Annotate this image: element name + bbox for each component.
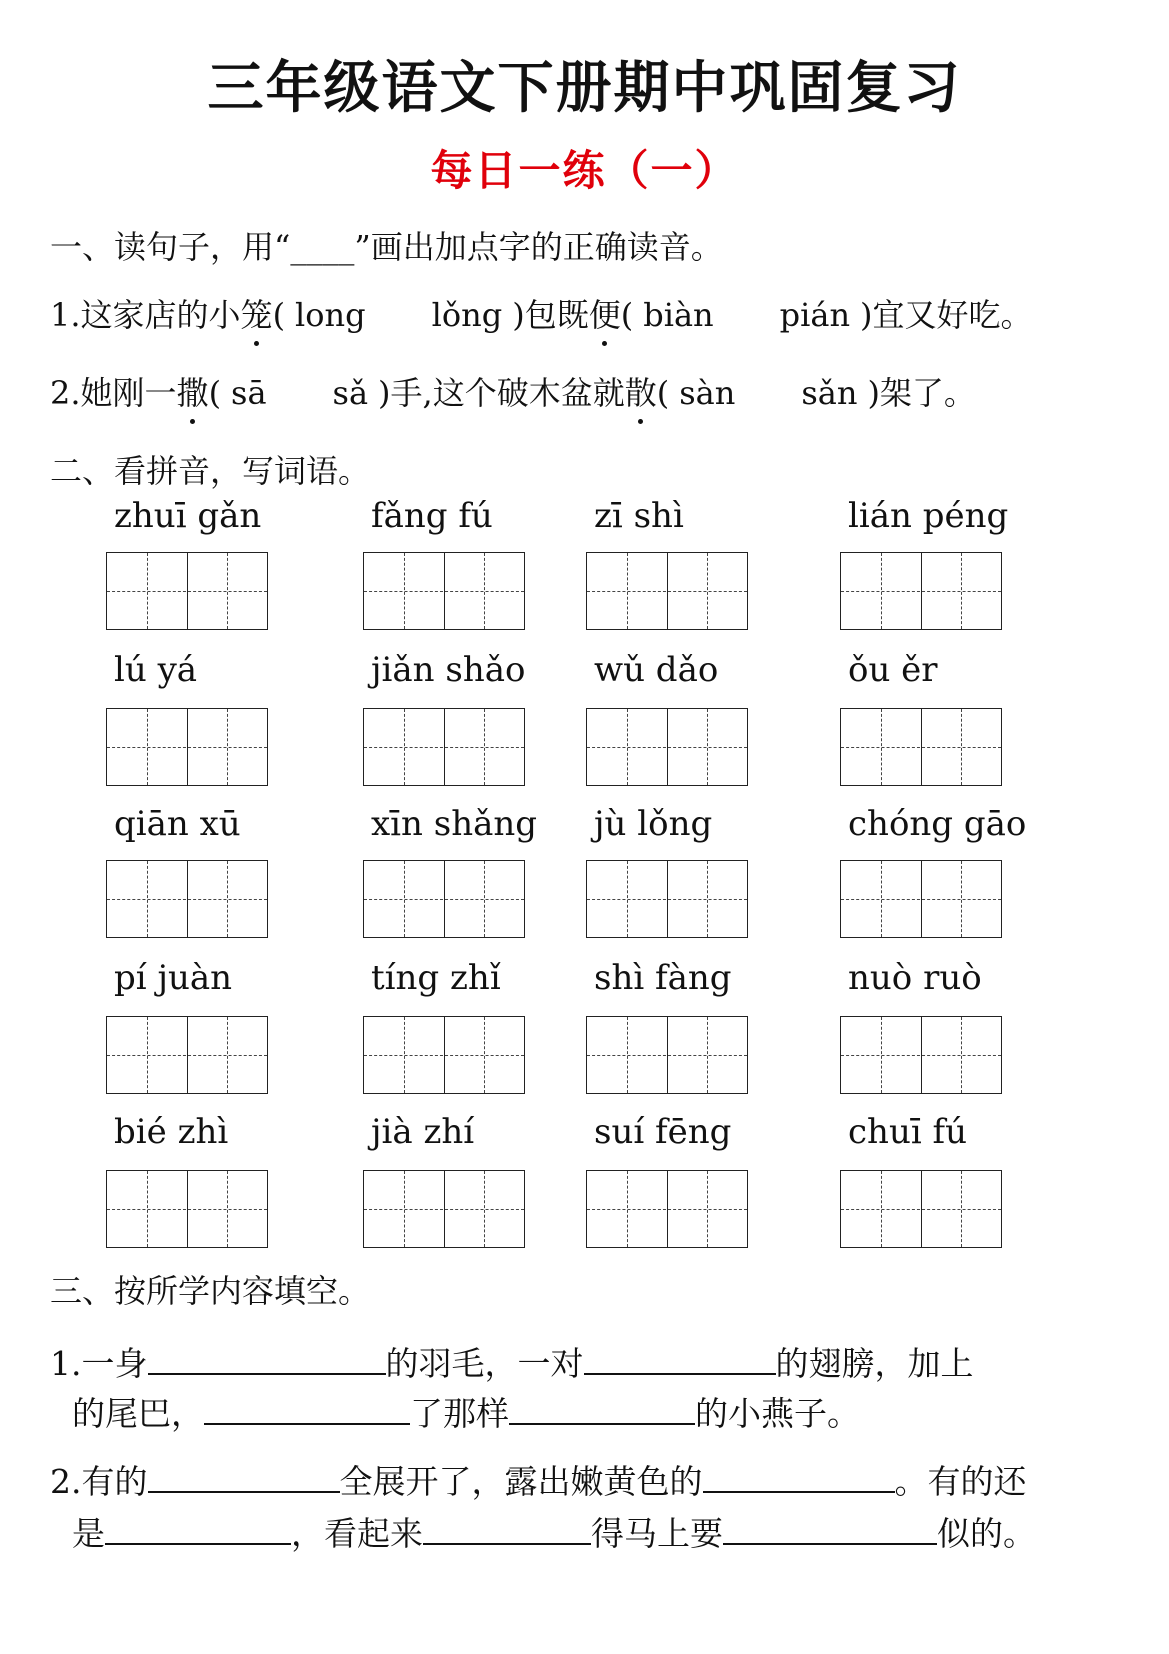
s3q1-l1-c: 的翅膀，加上	[775, 1344, 974, 1383]
pinyin-prompt: lú yá	[114, 650, 198, 690]
section1-heading-text-b: ”画出加点字的正确读音。	[354, 228, 723, 266]
q1-dotted-char-1: 笼	[241, 290, 273, 336]
s3q2-l2-a: 是	[72, 1514, 105, 1553]
writing-grid[interactable]	[840, 1016, 1002, 1094]
writing-grid[interactable]	[106, 860, 268, 938]
writing-grid[interactable]	[586, 1016, 748, 1094]
fill-blank[interactable]	[509, 1393, 695, 1425]
section2-heading: 二、看拼音，写词语。	[50, 452, 371, 490]
q2-prefix: 2.她刚一	[50, 374, 177, 412]
pinyin-prompt: nuò ruò	[848, 958, 982, 998]
q2-option-1a[interactable]: sā	[231, 374, 267, 412]
writing-grid[interactable]	[586, 860, 748, 938]
pinyin-prompt: qiān xū	[114, 804, 241, 844]
writing-grid[interactable]	[586, 1170, 748, 1248]
s3q2-l1-b: 全展开了，露出嫩黄色的	[339, 1462, 703, 1501]
fill-blank[interactable]	[703, 1461, 895, 1493]
worksheet-title: 三年级语文下册期中巩固复习	[207, 55, 962, 121]
q1-option-1b[interactable]: lǒng	[431, 296, 503, 334]
writing-grid[interactable]	[106, 1016, 268, 1094]
s3q1-l2-a: 的尾巴，	[72, 1394, 204, 1433]
writing-grid[interactable]	[586, 552, 748, 630]
pinyin-prompt: tíng zhǐ	[371, 958, 501, 998]
pinyin-prompt: jià zhí	[371, 1112, 475, 1152]
pinyin-prompt: lián péng	[848, 496, 1009, 536]
q2-option-2b[interactable]: sǎn	[801, 374, 858, 412]
pinyin-prompt: fǎng fú	[371, 496, 493, 536]
q2-option-2a[interactable]: sàn	[679, 374, 736, 412]
fill-blank[interactable]	[423, 1513, 591, 1545]
q1-option-1a[interactable]: long	[295, 296, 366, 334]
writing-grid[interactable]	[363, 708, 525, 786]
s3q2-l2-b: ，看起来	[291, 1514, 423, 1553]
q1-option-2a[interactable]: biàn	[643, 296, 714, 334]
s3q1-l2-b: 了那样	[410, 1394, 509, 1433]
section1-heading-text-a: 一、读句子，用“	[50, 228, 291, 266]
pinyin-prompt: wǔ dǎo	[594, 650, 719, 690]
section3-q2-line1	[50, 1456, 1027, 1503]
writing-grid[interactable]	[363, 860, 525, 938]
writing-grid[interactable]	[840, 1170, 1002, 1248]
pinyin-prompt: jù lǒng	[594, 804, 713, 844]
s3q2-l1-a: 2.有的	[50, 1462, 148, 1501]
section1-question-2: 2.她刚一撒( sā sǎ )手,这个破木盆就散( sàn sǎn )架了。	[50, 368, 976, 414]
fill-blank[interactable]	[105, 1513, 291, 1545]
writing-grid[interactable]	[586, 708, 748, 786]
fill-blank[interactable]	[723, 1513, 937, 1545]
writing-grid[interactable]	[106, 1170, 268, 1248]
q2-mid: )手,这个破木盆就	[378, 374, 625, 412]
section1-question-1: 1.这家店的小笼( long lǒng )包既便( biàn pián )宜又好吃。	[50, 290, 1033, 336]
section3-heading: 三、按所学内容填空。	[50, 1272, 371, 1310]
section3-q1-line1	[50, 1338, 974, 1385]
s3q2-l2-d: 似的。	[937, 1514, 1036, 1553]
section1-heading	[50, 222, 723, 268]
s3q1-l1-a: 1.一身	[50, 1344, 148, 1383]
s3q1-l1-b: 的羽毛，一对	[385, 1344, 584, 1383]
writing-grid[interactable]	[363, 1170, 525, 1248]
writing-grid[interactable]	[363, 552, 525, 630]
fill-blank[interactable]	[148, 1461, 340, 1493]
pinyin-prompt: pí juàn	[114, 958, 233, 998]
q2-dotted-char-2: 散	[625, 368, 657, 414]
fill-blank[interactable]	[584, 1343, 776, 1375]
writing-grid[interactable]	[840, 860, 1002, 938]
s3q1-l2-c: 的小燕子。	[695, 1394, 860, 1433]
pinyin-prompt: suí fēng	[594, 1112, 732, 1152]
section3-q2-line2	[72, 1508, 1036, 1555]
fill-blank[interactable]	[148, 1343, 386, 1375]
q1-suffix: )宜又好吃。	[860, 296, 1033, 334]
q1-mid: )包既	[512, 296, 589, 334]
section3-q1-line2	[72, 1388, 860, 1435]
pinyin-prompt: chuī fú	[848, 1112, 967, 1152]
pinyin-prompt: jiǎn shǎo	[371, 650, 526, 690]
pinyin-prompt: bié zhì	[114, 1112, 229, 1152]
q2-dotted-char-1: 撒	[177, 368, 209, 414]
pinyin-prompt: shì fàng	[594, 958, 732, 998]
q1-prefix: 1.这家店的小	[50, 296, 241, 334]
section1-heading-blank: ____	[290, 228, 355, 266]
pinyin-prompt: xīn shǎng	[371, 804, 538, 844]
fill-blank[interactable]	[204, 1393, 410, 1425]
pinyin-prompt: chóng gāo	[848, 804, 1027, 844]
writing-grid[interactable]	[840, 552, 1002, 630]
writing-grid[interactable]	[106, 552, 268, 630]
q2-option-1b[interactable]: sǎ	[332, 374, 369, 412]
writing-grid[interactable]	[840, 708, 1002, 786]
s3q2-l2-c: 得马上要	[591, 1514, 723, 1553]
s3q2-l1-c: 。有的还	[894, 1462, 1027, 1501]
worksheet-subtitle: 每日一练（一）	[430, 146, 739, 195]
pinyin-prompt: zī shì	[594, 496, 684, 536]
writing-grid[interactable]	[363, 1016, 525, 1094]
q1-option-2b[interactable]: pián	[779, 296, 851, 334]
writing-grid[interactable]	[106, 708, 268, 786]
q1-dotted-char-2: 便	[589, 290, 621, 336]
pinyin-prompt: ǒu ěr	[848, 650, 938, 690]
pinyin-prompt: zhuī gǎn	[114, 496, 262, 536]
q2-suffix: )架了。	[867, 374, 976, 412]
